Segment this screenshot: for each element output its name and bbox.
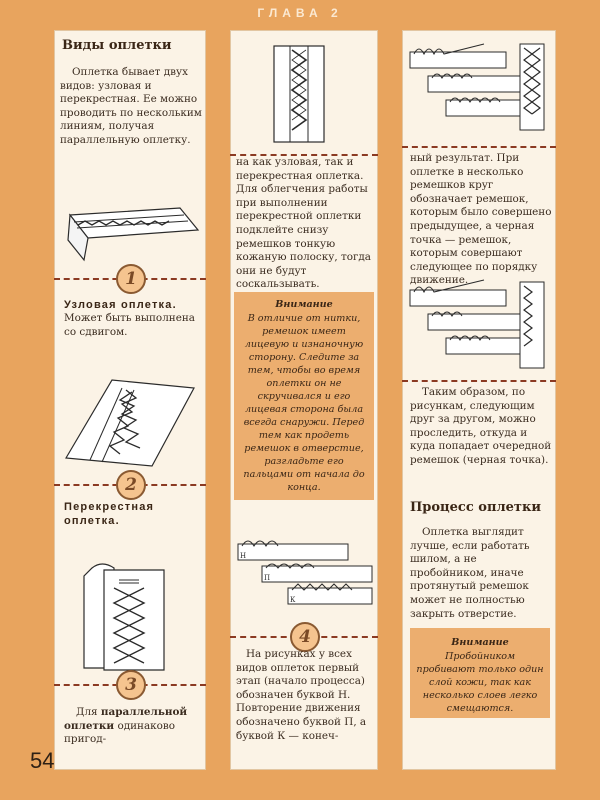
section-title-process: Процесс оплетки <box>410 500 541 515</box>
intro-paragraph: Оплетка бывает двух видов: узловая и перекрестная. Ее можно проводить по нескольким линиям, получая параллельную оплетку. <box>60 66 202 146</box>
attention-note-strap <box>234 292 374 500</box>
figure-badge-4: 4 <box>290 622 320 652</box>
column-left <box>54 30 206 770</box>
multi-strap-steps-illustration-1 <box>406 36 552 140</box>
paragraph-follow-figures: Таким образом, по рисункам, следующим друг за другом, можно проследить, откуда и куда попадает очередной ремешок (черная точка). <box>410 386 552 466</box>
page-number: 54 <box>30 748 55 773</box>
figure-badge-1: 1 <box>116 264 146 294</box>
paragraph-process: Оплетка выглядит лучше, если работать шилом, а не пробойником, иначе протянутый ремешок может не полностью закрыть отверстие. <box>410 526 530 620</box>
attention-note-punch <box>410 628 550 718</box>
step-label-p: П <box>264 574 271 582</box>
step-label-n: Н <box>240 552 247 560</box>
knot-braid-illustration <box>60 180 202 268</box>
paragraph-figure-letters: На рисунках у всех видов оплеток первый этап (начало процесса) обозначен буквой Н. Повторение движения обозначено буквой П, а буквой К — конеч- <box>236 648 367 742</box>
braid-steps-illustration <box>232 530 376 622</box>
caption-parallel-braid <box>64 706 206 747</box>
multi-strap-steps-illustration-2 <box>406 276 552 376</box>
caption-knot-braid <box>64 298 202 312</box>
step-label-k: К <box>290 596 296 604</box>
attention-heading-2: Внимание <box>451 637 509 648</box>
caption-parallel-bold: параллельной оплетки <box>64 706 188 732</box>
column-right <box>402 30 556 770</box>
chapter-header: ГЛАВА 2 <box>257 6 343 20</box>
caption-knot-braid-bold: Узловая оплетка. <box>64 299 177 311</box>
column-middle <box>230 30 378 770</box>
figure-badge-2: 2 <box>116 470 146 500</box>
cross-braid-illustration <box>60 370 202 470</box>
parallel-braid-illustration <box>74 558 194 678</box>
paragraph-result: ный результат. При оплетке в несколько ремешков круг обозначает ремешок, которым было совершено предыдущее, а черная точка — ремешок, которым совершают следующее по порядку движение. <box>410 152 552 287</box>
attention-body-2: Пробойником пробивают только один слой кожи, так как несколько слоев легко смещаются. <box>416 651 544 714</box>
caption-cross-braid: Перекрестная оплетка. <box>64 501 155 527</box>
divider-right-1 <box>402 146 556 148</box>
caption-parallel-pre: Для <box>76 706 98 718</box>
attention-heading: Внимание <box>275 299 333 310</box>
caption-parallel-rest: одинаково пригод- <box>64 719 175 746</box>
figure-badge-3: 3 <box>116 670 146 700</box>
divider-right-2 <box>402 380 556 382</box>
caption-knot-braid-rest: Может быть выполнена со сдвигом. <box>64 312 195 338</box>
section-title-types: Виды оплетки <box>62 38 172 53</box>
paragraph-cross-braid-tip: на как узловая, так и перекрестная оплетка. Для облегчения работы при выполнении перекрестной оплетки подклейте снизу ремешков тонкую кожаную полоску, тогда они не будут соскальзывать. <box>236 156 372 291</box>
attention-body: В отличие от нитки, ремешок имеет лицевую и изнаночную сторону. Следите за тем, чтобы во время оплетки он не скручивался и его лицевая сторона была всегда снаружи. Перед тем как продеть ремешок в отверстие, разгладьте его пальцами от начала до конца. <box>243 313 365 493</box>
strap-twist-illustration <box>264 38 344 148</box>
